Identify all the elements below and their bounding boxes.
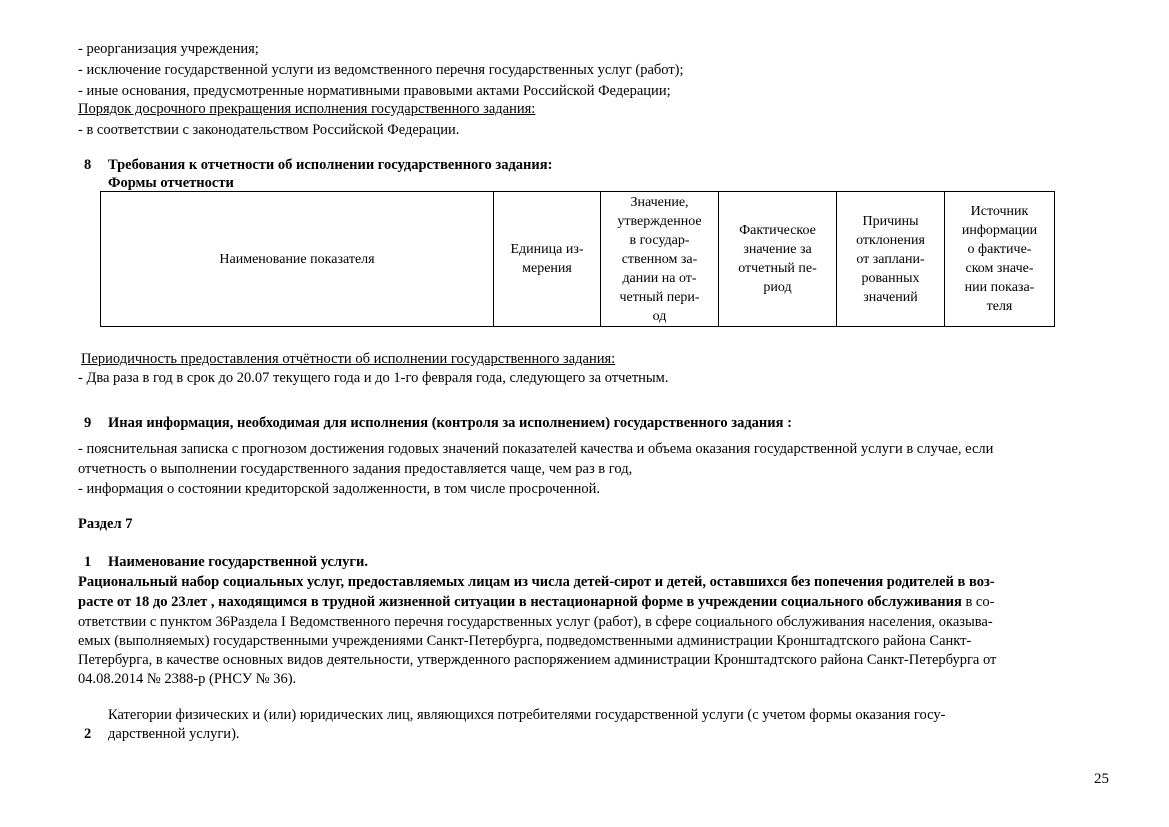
termination-order-heading: Порядок досрочного прекращения исполнения государственного задания: bbox=[78, 101, 536, 117]
service-name-line-4: емых (выполняемых) государственными учреждениями Санкт-Петербурга, подведомственными администрации Кронштадтского района Санкт- bbox=[78, 633, 972, 649]
section-9-title: Иная информация, необходимая для исполнения (контроля за исполнением) государственного задания : bbox=[108, 415, 792, 431]
part-7-item-1-number: 1 bbox=[84, 554, 92, 570]
service-name-line-2 bbox=[78, 593, 994, 612]
part-7-heading: Раздел 7 bbox=[78, 516, 133, 532]
section-9-number: 9 bbox=[84, 415, 92, 431]
header-approved-value: Значение, утвержденное в государ- ственном за- дании на от- четный пери- од bbox=[601, 192, 719, 327]
part-7-item-2-title-line-1: Категории физических и (или) юридических лиц, являющихся потребителями государственной услуги (с учетом формы оказания госу- bbox=[108, 707, 946, 723]
service-name-line-1: Рациональный набор социальных услуг, предоставляемых лицам из числа детей-сирот и детей, оставшихся без попечения родителей в воз- bbox=[78, 574, 995, 590]
header-actual-value: Фактическое значение за отчетный пе- риод bbox=[719, 192, 837, 327]
list-item-reorganization: - реорганизация учреждения; bbox=[78, 41, 259, 57]
header-deviation-reasons: Причины отклонения от заплани- рованных значений bbox=[837, 192, 945, 327]
service-name-line-6: 04.08.2014 № 2388-р (РНСУ № 36). bbox=[78, 671, 297, 687]
periodicity-item: - Два раза в год в срок до 20.07 текущего года и до 1-го февраля года, следующего за отчетным. bbox=[78, 370, 669, 386]
service-name-line-2-normal: в со- bbox=[961, 594, 995, 610]
section-8-title: Требования к отчетности об исполнении государственного задания: bbox=[108, 157, 553, 173]
report-forms-subtitle: Формы отчетности bbox=[108, 175, 234, 191]
part-7-item-2-number: 2 bbox=[84, 726, 92, 742]
section-8-number: 8 bbox=[84, 157, 92, 173]
periodicity-heading: Периодичность предоставления отчётности об исполнении государственного задания: bbox=[81, 351, 616, 367]
termination-order-item: - в соответствии с законодательством Российской Федерации. bbox=[78, 122, 460, 138]
service-name-line-2-bold: расте от 18 до 23лет , находящимся в трудной жизненной ситуации в нестационарной форме в учреждении социального обслуживания bbox=[78, 594, 962, 610]
page-number: 25 bbox=[1094, 771, 1109, 787]
part-7-item-1-title: Наименование государственной услуги. bbox=[108, 554, 368, 570]
report-form-table bbox=[100, 191, 1055, 327]
service-name-line-5: Петербурга, в качестве основных видов деятельности, утвержденного распоряжением администрации Кронштадтского района Санкт-Петербурга от bbox=[78, 652, 997, 668]
section-9-line-2: отчетность о выполнении государственного задания предоставляется чаще, чем раз в год, bbox=[78, 461, 633, 477]
service-name-line-3: ответствии с пунктом 36Раздела I Ведомственного перечня государственных услуг (работ), в сфере социального обслуживания населения, оказыва- bbox=[78, 614, 993, 630]
list-item-exclusion: - исключение государственной услуги из ведомственного перечня государственных услуг (работ); bbox=[78, 62, 684, 78]
section-9-line-1: - пояснительная записка с прогнозом достижения годовых значений показателей качества и объема оказания государственной услуги в случае, если bbox=[78, 441, 994, 457]
header-unit: Единица из- мерения bbox=[494, 192, 601, 327]
section-9-line-3: - информация о состоянии кредиторской задолженности, в том числе просроченной. bbox=[78, 481, 600, 497]
table-header-row bbox=[101, 192, 1055, 327]
header-indicator-name: Наименование показателя bbox=[101, 192, 494, 327]
part-7-item-2-title-line-2: дарственной услуги). bbox=[108, 726, 240, 742]
list-item-other-grounds: - иные основания, предусмотренные нормативными правовыми актами Российской Федерации; bbox=[78, 83, 671, 99]
header-info-source: Источник информации о фактиче- ском значе- нии показа- теля bbox=[945, 192, 1055, 327]
